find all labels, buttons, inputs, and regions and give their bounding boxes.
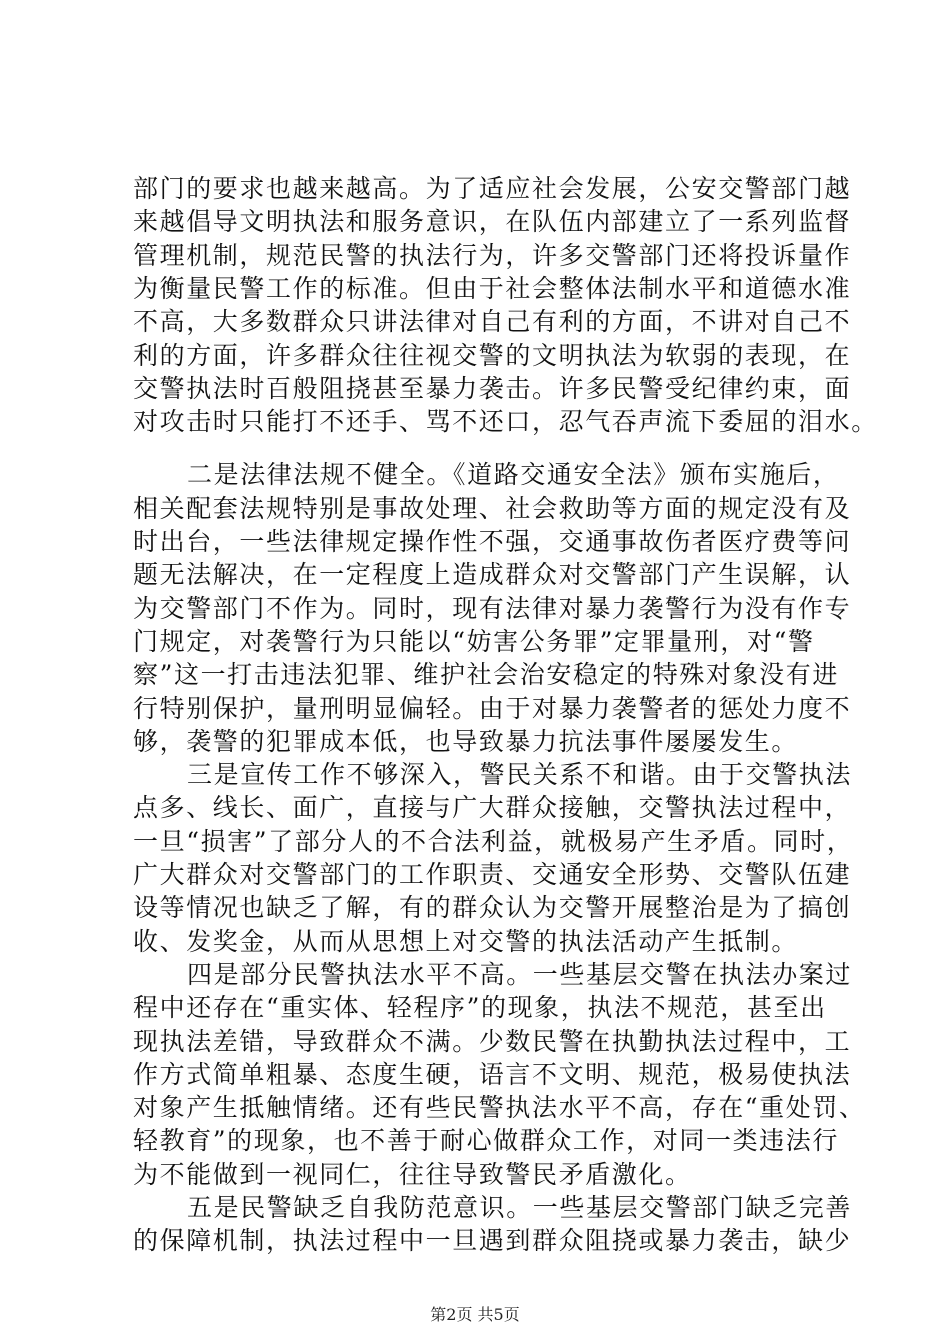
text-line: 交警执法时百般阻挠甚至暴力袭击。许多民警受纪律约束，面 (133, 374, 852, 403)
text-line: 的保障机制，执法过程中一旦遇到群众阻挠或暴力袭击，缺少 (133, 1226, 852, 1255)
text-line: 为衡量民警工作的标准。但由于社会整体法制水平和道德水准 (133, 274, 852, 303)
text-line: 为不能做到一视同仁，往往导致警民矛盾激化。 (133, 1160, 692, 1189)
text-line: 察”这一打击违法犯罪、维护社会治安稳定的特殊对象没有进 (133, 660, 839, 689)
text-line: 利的方面，许多群众往往视交警的文明执法为软弱的表现，在 (133, 341, 852, 370)
text-line: 对攻击时只能打不还手、骂不还口，忍气吞声流下委屈的泪水。 (133, 407, 878, 436)
text-line: 为交警部门不作为。同时，现有法律对暴力袭警行为没有作专 (133, 594, 852, 623)
text-line: 对象产生抵触情绪。还有些民警执法水平不高，存在“重处罚、 (133, 1093, 866, 1122)
text-line: 点多、线长、面广，直接与广大群众接触，交警执法过程中， (133, 793, 852, 822)
text-line: 现执法差错，导致群众不满。少数民警在执勤执法过程中，工 (133, 1027, 852, 1056)
text-line: 作方式简单粗暴、态度生硬，语言不文明、规范，极易使执法 (133, 1060, 852, 1089)
text-line: 够，袭警的犯罪成本低，也导致暴力抗法事件屡屡发生。 (133, 727, 799, 756)
text-line: 一旦“损害”了部分人的不合法利益，就极易产生矛盾。同时， (133, 827, 854, 856)
paragraph-start: 三是宣传工作不够深入，警民关系不和谐。由于交警执法 (187, 760, 853, 789)
page-footer: 第2页 共5页 (430, 1305, 520, 1324)
text-line: 门规定，对袭警行为只能以“妨害公务罪”定罪量刑，对“警 (133, 627, 815, 656)
text-line: 不高，大多数群众只讲法律对自己有利的方面，不讲对自己不 (133, 307, 852, 336)
text-line: 广大群众对交警部门的工作职责、交通安全形势、交警队伍建 (133, 860, 852, 889)
text-line: 收、发奖金，从而从思想上对交警的执法活动产生抵制。 (133, 927, 799, 956)
text-line: 程中还存在“重实体、轻程序”的现象，执法不规范，甚至出 (133, 993, 827, 1022)
text-line: 题无法解决，在一定程度上造成群众对交警部门产生误解，认 (133, 560, 852, 589)
paragraph-start: 四是部分民警执法水平不高。一些基层交警在执法办案过 (187, 960, 853, 989)
paragraph-start: 二是法律法规不健全。《道路交通安全法》颁布实施后， (187, 460, 840, 489)
text-line: 轻教育”的现象，也不善于耐心做群众工作，对同一类违法行 (133, 1126, 839, 1155)
text-line: 管理机制，规范民警的执法行为，许多交警部门还将投诉量作 (133, 241, 852, 270)
text-line: 相关配套法规特别是事故处理、社会救助等方面的规定没有及 (133, 494, 852, 523)
text-line: 行特别保护，量刑明显偏轻。由于对暴力袭警者的惩处力度不 (133, 694, 852, 723)
text-line: 来越倡导文明执法和服务意识，在队伍内部建立了一系列监督 (133, 207, 852, 236)
text-line: 设等情况也缺乏了解，有的群众认为交警开展整治是为了搞创 (133, 893, 852, 922)
paragraph-start: 五是民警缺乏自我防范意识。一些基层交警部门缺乏完善 (187, 1193, 853, 1222)
text-line: 部门的要求也越来越高。为了适应社会发展，公安交警部门越 (133, 174, 852, 203)
text-line: 时出台，一些法律规定操作性不强，交通事故伤者医疗费等问 (133, 527, 852, 556)
